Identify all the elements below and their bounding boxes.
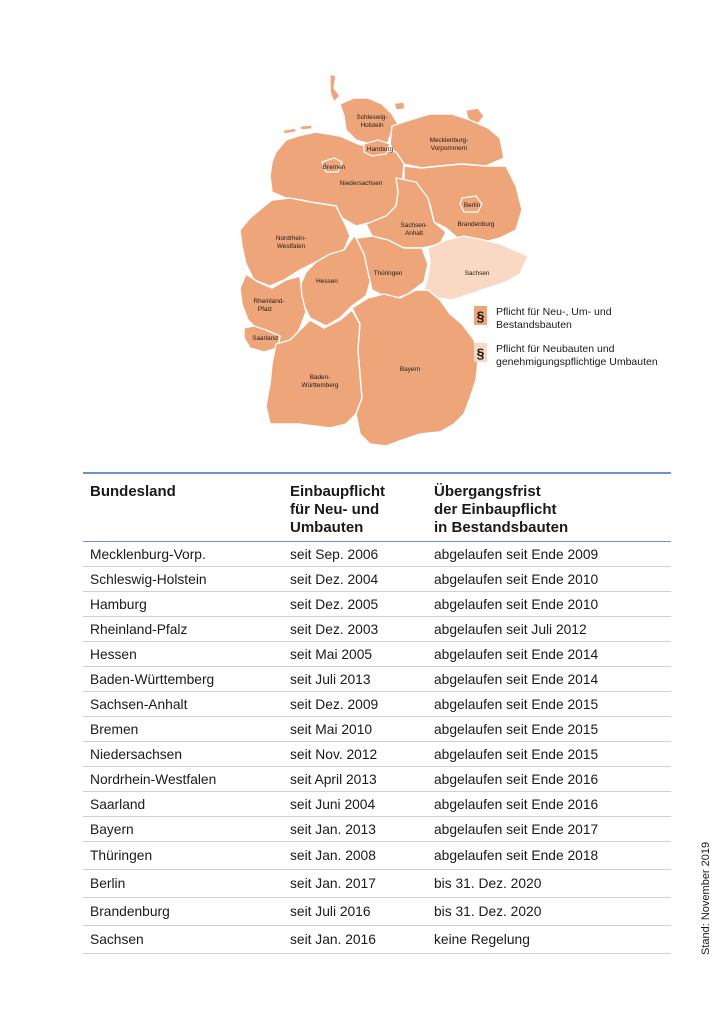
cell-uebergangsfrist: abgelaufen seit Ende 2009 — [427, 542, 671, 567]
island-fehmarn — [394, 102, 405, 110]
cell-bundesland: Hessen — [83, 642, 283, 667]
cell-bundesland: Nordrhein-Westfalen — [83, 767, 283, 792]
cell-uebergangsfrist: abgelaufen seit Ende 2015 — [427, 717, 671, 742]
cell-einbaupflicht: seit Juni 2004 — [283, 792, 427, 817]
table-row — [83, 542, 671, 567]
cell-einbaupflicht: seit Juli 2016 — [283, 898, 427, 926]
cell-einbaupflicht: seit Dez. 2009 — [283, 692, 427, 717]
cell-einbaupflicht: seit Jan. 2016 — [283, 926, 427, 954]
cell-einbaupflicht: seit Mai 2005 — [283, 642, 427, 667]
cell-uebergangsfrist: keine Regelung — [427, 926, 671, 954]
label-saarland: Saarland — [252, 335, 278, 342]
cell-einbaupflicht: seit Jan. 2013 — [283, 817, 427, 842]
cell-bundesland: Rheinland-Pfalz — [83, 617, 283, 642]
cell-bundesland: Berlin — [83, 870, 283, 898]
table-row — [83, 926, 671, 954]
cell-uebergangsfrist: abgelaufen seit Juli 2012 — [427, 617, 671, 642]
island-frisian-2 — [300, 125, 312, 130]
cell-bundesland: Bremen — [83, 717, 283, 742]
label-sachsen-anhalt: Sachsen-Anhalt — [400, 222, 428, 237]
legend-item-all-buildings — [474, 306, 664, 331]
table-row — [83, 717, 671, 742]
header-einbaupflicht: Einbaupflicht für Neu- und Umbauten — [283, 473, 427, 542]
table-row — [83, 592, 671, 617]
cell-uebergangsfrist: abgelaufen seit Ende 2014 — [427, 667, 671, 692]
regulation-table — [83, 472, 671, 954]
cell-bundesland: Niedersachsen — [83, 742, 283, 767]
island-frisian-1 — [283, 128, 296, 134]
cell-bundesland: Bayern — [83, 817, 283, 842]
cell-uebergangsfrist: abgelaufen seit Ende 2014 — [427, 642, 671, 667]
cell-bundesland: Sachsen — [83, 926, 283, 954]
label-hamburg: Hamburg — [366, 146, 394, 153]
cell-bundesland: Schleswig-Holstein — [83, 567, 283, 592]
cell-einbaupflicht: seit April 2013 — [283, 767, 427, 792]
cell-uebergangsfrist: abgelaufen seit Ende 2015 — [427, 692, 671, 717]
label-rheinland-pfalz: Rheinland-Pfalz — [253, 298, 285, 313]
label-baden-wuerttemberg: Baden-Württemberg — [301, 374, 339, 389]
label-hessen: Hessen — [316, 278, 338, 285]
table-row — [83, 842, 671, 870]
label-nrw: Nordrhein-Westfalen — [275, 235, 307, 250]
label-schleswig-holstein: Schleswig-Holstein — [356, 114, 388, 129]
cell-einbaupflicht: seit Juli 2013 — [283, 667, 427, 692]
cell-uebergangsfrist: abgelaufen seit Ende 2010 — [427, 567, 671, 592]
cell-uebergangsfrist: abgelaufen seit Ende 2017 — [427, 817, 671, 842]
legend-item-new-buildings — [474, 343, 664, 368]
header-uebergangsfrist: Übergangsfrist der Einbaupflicht in Bestandsbauten — [427, 473, 671, 542]
table-row — [83, 742, 671, 767]
table-row — [83, 567, 671, 592]
stand-date: Stand: November 2019 — [700, 841, 712, 955]
cell-bundesland: Brandenburg — [83, 898, 283, 926]
cell-uebergangsfrist: abgelaufen seit Ende 2016 — [427, 792, 671, 817]
header-bundesland: Bundesland — [83, 473, 283, 542]
table-row — [83, 667, 671, 692]
cell-bundesland: Thüringen — [83, 842, 283, 870]
label-berlin: Berlin — [463, 202, 481, 209]
state-sachsen — [424, 236, 528, 300]
label-mecklenburg: Mecklenburg-Vorpommern — [429, 137, 469, 152]
cell-einbaupflicht: seit Mai 2010 — [283, 717, 427, 742]
table-row — [83, 692, 671, 717]
cell-einbaupflicht: seit Jan. 2017 — [283, 870, 427, 898]
cell-uebergangsfrist: abgelaufen seit Ende 2010 — [427, 592, 671, 617]
cell-uebergangsfrist: bis 31. Dez. 2020 — [427, 870, 671, 898]
table-row — [83, 617, 671, 642]
cell-einbaupflicht: seit Dez. 2005 — [283, 592, 427, 617]
table-header-row — [83, 473, 671, 542]
paragraph-symbol-icon: § — [474, 343, 487, 362]
cell-bundesland: Baden-Württemberg — [83, 667, 283, 692]
cell-uebergangsfrist: abgelaufen seit Ende 2016 — [427, 767, 671, 792]
cell-bundesland: Hamburg — [83, 592, 283, 617]
label-sachsen: Sachsen — [464, 270, 490, 277]
table-row — [83, 767, 671, 792]
legend-label: Pflicht für Neu-, Um- und Bestandsbauten — [496, 306, 612, 331]
cell-einbaupflicht: seit Dez. 2004 — [283, 567, 427, 592]
label-bremen: Bremen — [322, 164, 346, 171]
label-niedersachsen: Niedersachsen — [339, 180, 383, 187]
label-brandenburg: Brandenburg — [457, 221, 495, 228]
table-body — [83, 542, 671, 954]
label-thueringen: Thüringen — [373, 270, 403, 277]
cell-uebergangsfrist: bis 31. Dez. 2020 — [427, 898, 671, 926]
table-row — [83, 817, 671, 842]
cell-einbaupflicht: seit Nov. 2012 — [283, 742, 427, 767]
table-row — [83, 792, 671, 817]
cell-bundesland: Mecklenburg-Vorp. — [83, 542, 283, 567]
cell-einbaupflicht: seit Dez. 2003 — [283, 617, 427, 642]
cell-bundesland: Saarland — [83, 792, 283, 817]
table-row — [83, 642, 671, 667]
cell-einbaupflicht: seit Sep. 2006 — [283, 542, 427, 567]
table-row — [83, 898, 671, 926]
legend-label: Pflicht für Neubauten und genehmigungspflichtige Umbauten — [496, 343, 658, 368]
table-row — [83, 870, 671, 898]
cell-einbaupflicht: seit Jan. 2008 — [283, 842, 427, 870]
cell-uebergangsfrist: abgelaufen seit Ende 2015 — [427, 742, 671, 767]
island-sylt — [330, 74, 340, 102]
cell-uebergangsfrist: abgelaufen seit Ende 2018 — [427, 842, 671, 870]
paragraph-symbol-icon: § — [474, 306, 487, 325]
cell-bundesland: Sachsen-Anhalt — [83, 692, 283, 717]
germany-map — [230, 66, 530, 451]
label-bayern: Bayern — [399, 366, 421, 373]
